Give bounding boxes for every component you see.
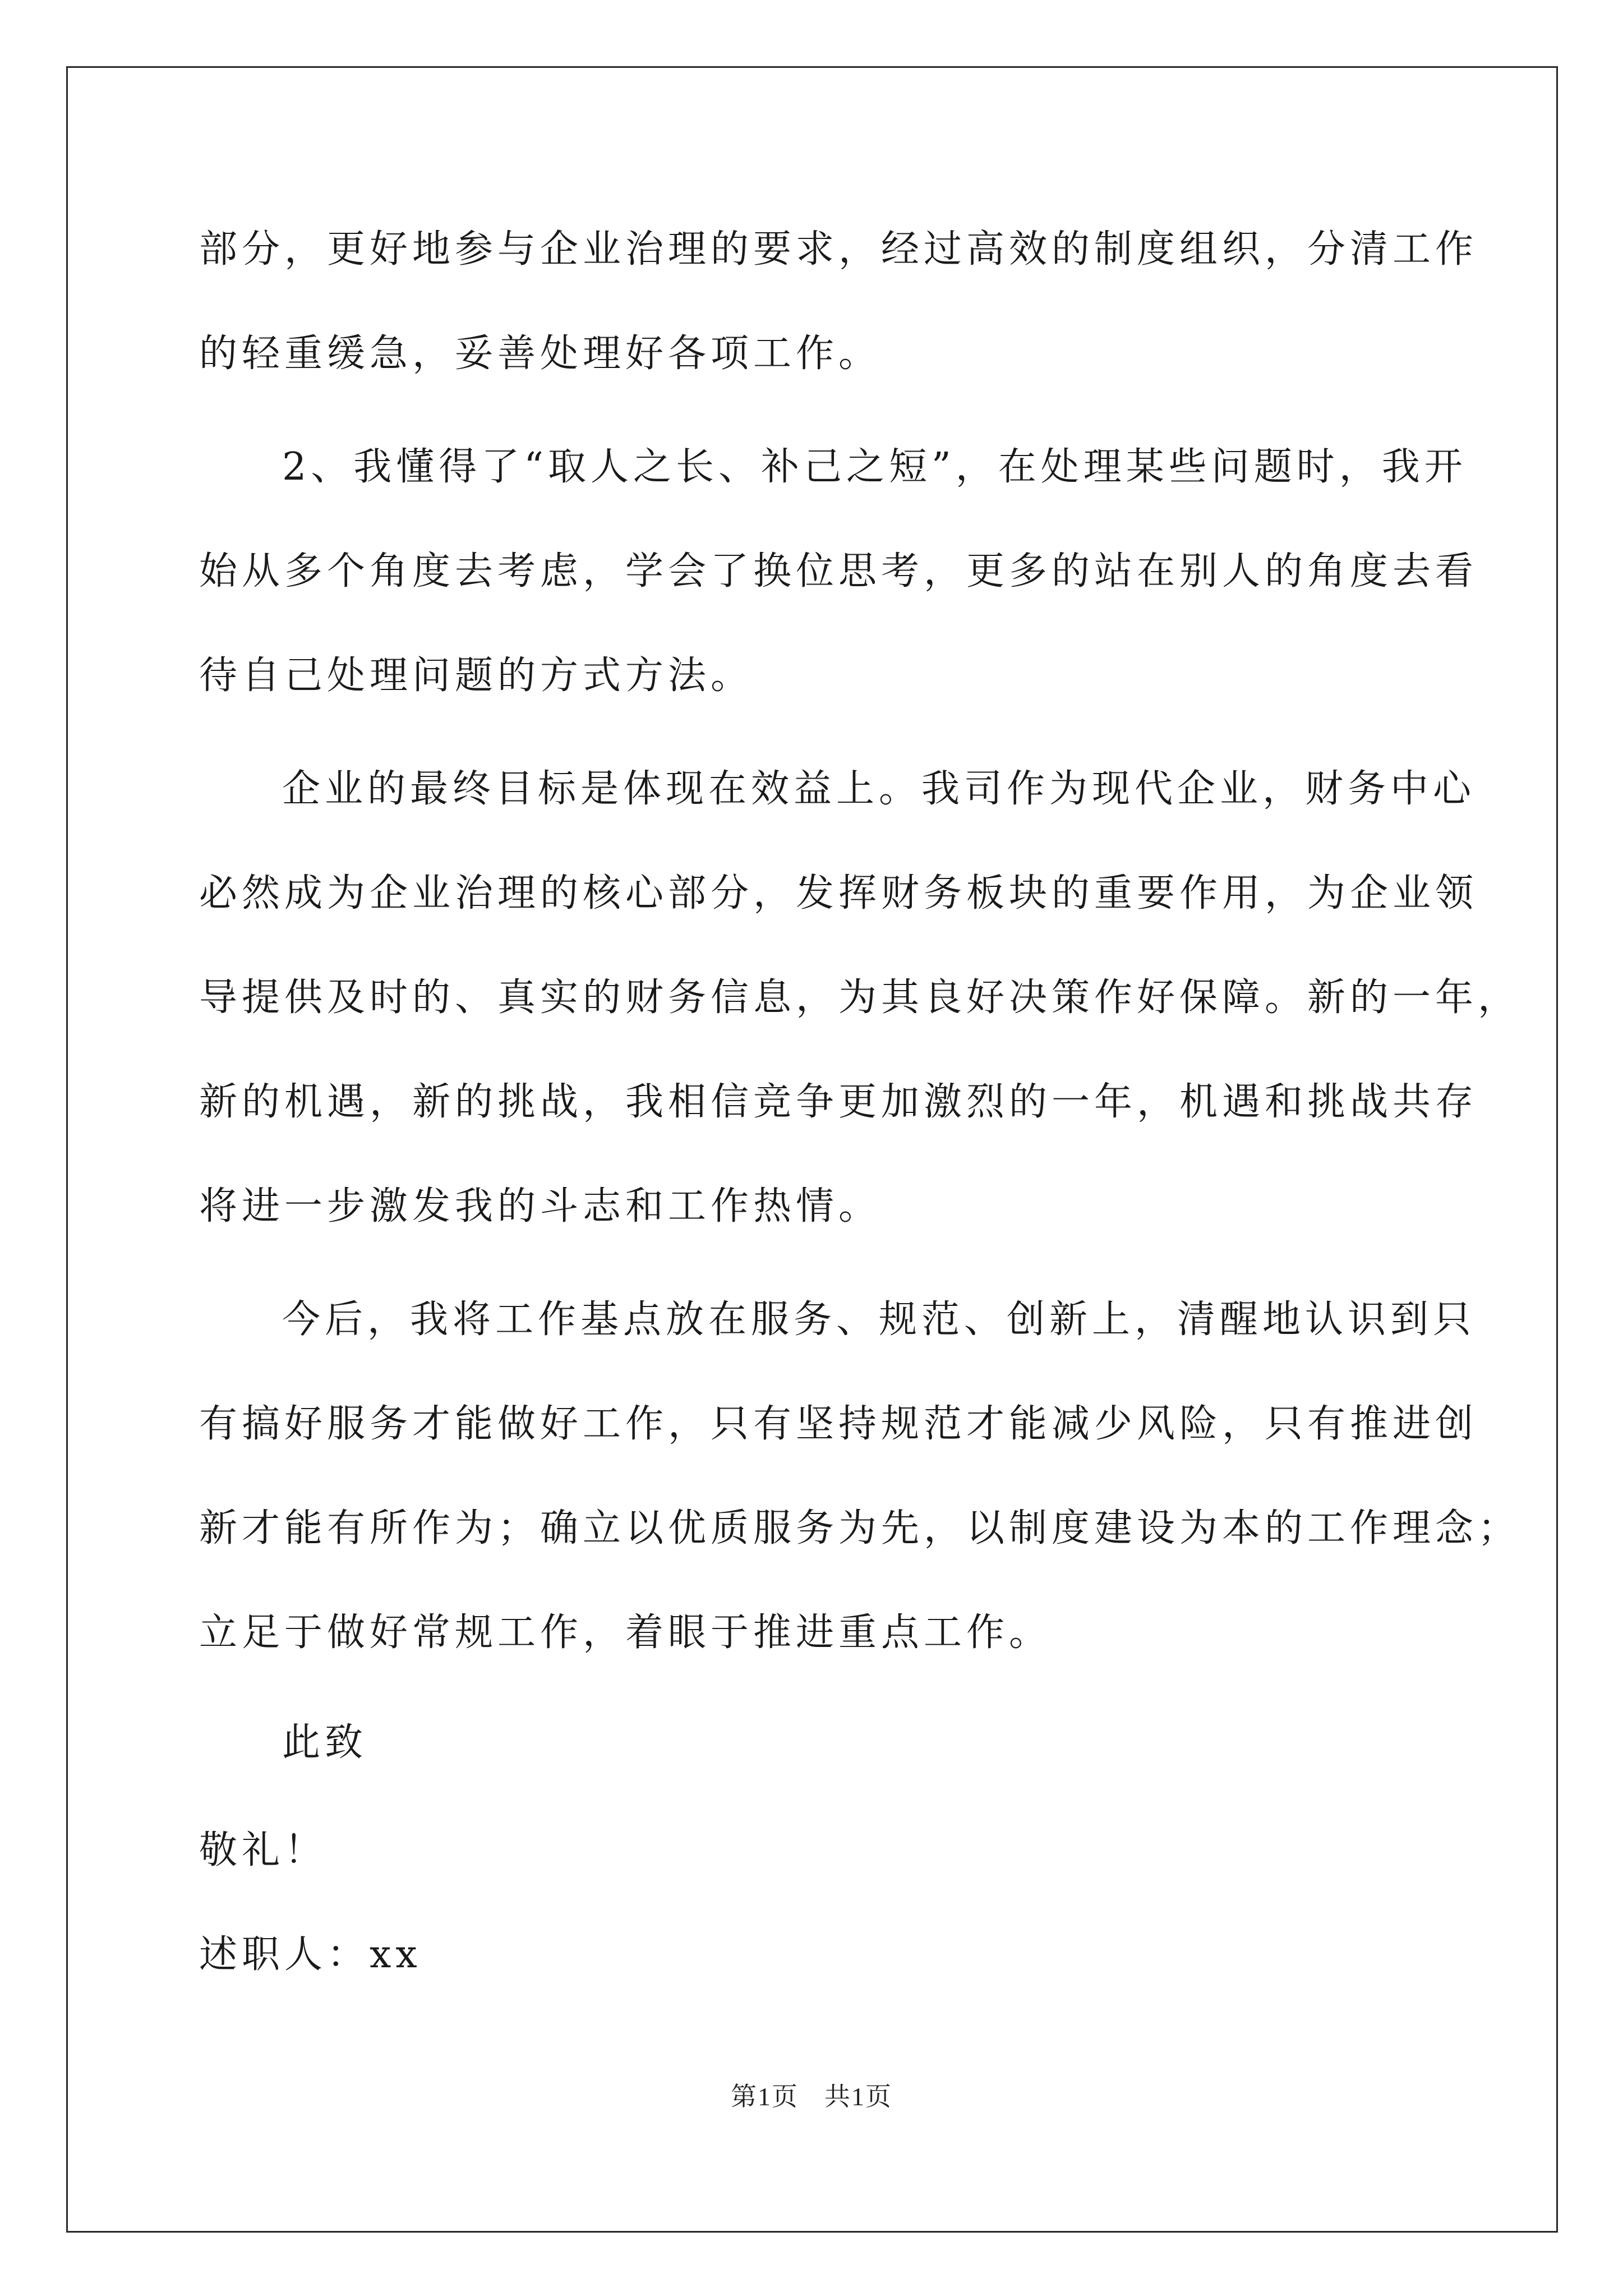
paragraph-line: 的轻重缓急，妥善处理好各项工作。 [199, 332, 882, 376]
paragraph-line: 新的机遇，新的挑战，我相信竞争更加激烈的一年，机遇和挑战共存 [199, 1080, 1478, 1124]
paragraph-line: 将进一步激发我的斗志和工作热情。 [199, 1184, 882, 1228]
closing-line: 此致 [282, 1720, 368, 1765]
paragraph-line: 待自己处理问题的方式方法。 [199, 654, 754, 698]
paragraph-line: 部分，更好地参与企业治理的要求，经过高效的制度组织，分清工作 [199, 227, 1478, 272]
page-number: 第1页 [731, 2082, 799, 2111]
paragraph-line: 立足于做好常规工作，着眼于推进重点工作。 [199, 1611, 1052, 1655]
paragraph-line: 始从多个角度去考虑，学会了换位思考，更多的站在别人的角度去看 [199, 549, 1478, 593]
paragraph-line: 必然成为企业治理的核心部分，发挥财务板块的重要作用，为企业领 [199, 871, 1478, 915]
paragraph-line: 今后，我将工作基点放在服务、规范、创新上，清醒地认识到只 [282, 1297, 1476, 1342]
page-border [66, 66, 1558, 2233]
paragraph-line: 有搞好服务才能做好工作，只有坚持规范才能减少风险，只有推进创 [199, 1402, 1478, 1446]
salutation-line: 敬礼！ [199, 1828, 328, 1872]
paragraph-line: 2、我懂得了“取人之长、补己之短”，在处理某些问题时，我开 [282, 445, 1467, 489]
paragraph-line: 新才能有所作为；确立以优质服务为先，以制度建设为本的工作理念； [199, 1506, 1521, 1550]
page-footer [0, 2080, 1623, 2114]
signature-line: 述职人：xx [199, 1932, 422, 1977]
paragraph-line: 导提供及时的、真实的财务信息，为其良好决策作好保障。新的一年， [199, 976, 1521, 1020]
paragraph-line: 企业的最终目标是体现在效益上。我司作为现代企业，财务中心 [282, 767, 1476, 811]
page-total: 共1页 [824, 2082, 892, 2111]
